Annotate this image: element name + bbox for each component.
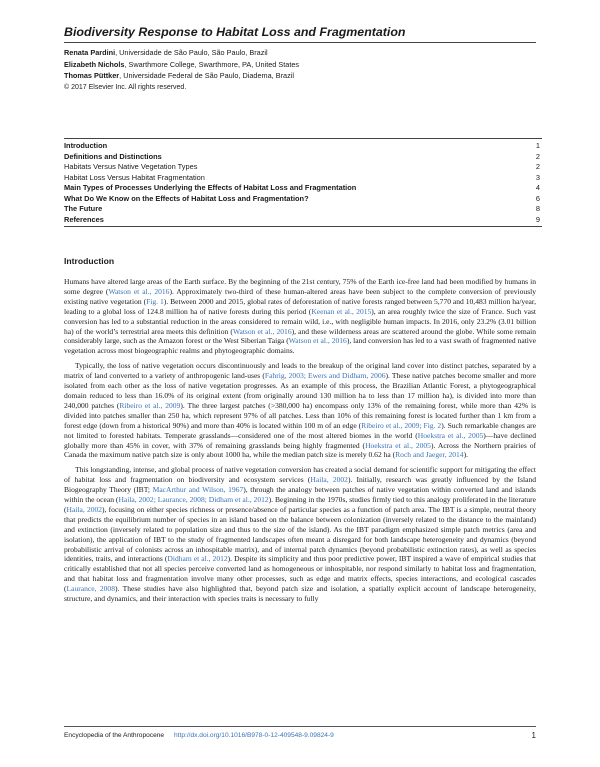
citation-link[interactable]: Watson et al., 2016 [108,286,170,296]
toc-item-label[interactable]: Main Types of Processes Underlying the Effects of Habitat Loss and Fragmentation [64,183,357,192]
author-list [64,47,299,82]
paragraph-text: ). These native patches become smaller and more isolated from each other as the loss of native vegetation progresses. As an example of this process, the Brazilian Atlantic Forest, a phytogeographical domain reduced to less than 16.0% of its original extent (from originally around 130 million ha to less than 17 million ha), is divided into more than 240,000 patches ( [64,371,536,410]
article-body [64,277,536,609]
paragraph-text: ). The three largest patches (>380,000 ha) encompass only 13% of the remaining forest, while more than 42% is divided into patches smaller than 250 ha, which represent 97% of all patches. Less than 10% of this remaining forest is located further than 1 km from a forest edge (down from a historical 90%) and more than 40% is located within 100 m of an edge ( [64,400,537,430]
footer-divider [64,726,536,727]
toc-bottom-divider [64,226,542,227]
toc-item-label[interactable]: The Future [64,204,103,213]
citation-link[interactable]: Keenan et al., 2015 [311,306,372,316]
author-line [64,59,299,71]
toc-top-divider [64,138,542,139]
author-line [64,70,299,82]
toc-item-page: 9 [535,214,540,224]
paragraph-text: Typically, the loss of native vegetation occurs discontinuously and leads to the breakup of the original land cover into distinct patches, separated by a matrix of land converted to a variety of anthropogenic land-uses ( [64,361,536,381]
citation-link[interactable]: Hoekstra et al., 2005 [417,430,484,440]
citation-link[interactable]: Fahrig, 2003; Ewers and Didham, 2006 [264,371,386,381]
paragraph-text: ). Beginning in the 1970s, studies firmly tied to this analogy proliferated in the literature ( [64,495,536,514]
citation-link[interactable]: Didham et al., 2012 [167,554,228,564]
author-name: Thomas Püttker [64,71,120,81]
paragraph-text: ), through the analogy between patches of native vegetation within converted land and islands within the ocean ( [64,485,536,505]
toc-item-label[interactable]: What Do We Know on the Effects of Habitat Loss and Fragmentation? [64,193,309,203]
paragraph-text: ). Between 2000 and 2015, global rates of deforestation of native forests ranged between 5,770 and 10,483 million ha/year, leading to a global loss of 124.8 million ha of native forests during this period ( [64,296,536,316]
body-paragraph [64,361,536,460]
paragraph-text: ). Across the Northern prairies of Canada the maximum native patch size is only about 1000 ha, while the median patch size is merely 0.62 ha ( [64,440,537,460]
author-name: Renata Pardini [64,48,116,57]
toc-item[interactable] [64,173,542,184]
citation-link[interactable]: Watson et al., 2016 [288,336,347,346]
paragraph-text: This longstanding, intense, and global process of native vegetation conversion has created a social demand for scientific support for mitigating the effect of habitat loss and fragmentation on biodiversity and ecosystem services ( [64,465,536,485]
paragraph-text: ). [463,450,468,460]
paragraph-text: ), and these wilderness areas are scattered around the globe. While some remain considerably large, such as the Amazon forest or the West Siberian Taiga ( [64,326,536,346]
doi-link[interactable]: http://dx.doi.org/10.1016/B978-0-12-409548-9.09824-9 [174,732,334,739]
toc-item[interactable] [64,162,542,173]
body-paragraph [64,465,536,604]
paragraph-text: ). Approximately two-third of these human-altered areas have been subject to the complete conversion of previously existing native vegetation ( [64,286,536,306]
toc-item-page: 2 [535,162,540,171]
citation-link[interactable]: Hoekstra et al., 2005 [365,440,431,450]
toc-item-page: 6 [535,193,540,203]
citation-link[interactable]: Haila, 2002 [66,504,103,514]
paragraph-text: ), an area roughly twice the size of France. Such vast conversion has led to a substantial reduction in the areas considered to remain wild, i.e., with negligible human impacts. In 2016, only 23.2% (3.01 billion ha) of the world’s terrestrial area meets this definition ( [64,306,536,336]
publication-name: Encyclopedia of the Anthropocene [64,732,165,739]
page-number: 1 [531,731,536,740]
toc-item[interactable] [64,204,542,215]
citation-link[interactable]: Haila, 2002; Laurance, 2008; Didham et al., 2012 [118,495,269,505]
toc-item-page: 4 [535,183,540,192]
section-heading: Introduction [64,256,115,266]
paragraph-text: ). Initially, research was greatly influenced by the Island Biogeography Theory (IBT; [64,475,537,495]
toc-item-page: 1 [535,141,540,150]
toc-item[interactable] [64,183,542,194]
toc-item[interactable] [64,141,542,152]
paragraph-text: ), land conversion has led to a vast swath of fragmented native vegetation across most biogeographic realms and phytogeographic domains. [64,336,536,356]
toc-item-label[interactable]: Definitions and Distinctions [64,151,162,161]
paragraph-text: ), focusing on either species richness or presence/absence of particular species as a function of patch area. The IBT is a simple, neutral theory that predicts the equilibrium number of species in an island based on the balance between colonization (inversely related to the distance to the mainland) and extinction (inversely related to population size and thus to the size of the island). As the IBT paradigm emphasized simple patch metrics (area and isolation), the application of IBT to the study of fragmented landscapes often meant a disregard for both landscape heterogeneity and dynamics (beyond probabilistic arrival of colonists across an inhospitable matrix), and of internal patch dynamics (beyond probabilistic extinction rates), as well as species identities, traits, and interactions ( [64,504,537,564]
paragraph-text: )—have declined globally more than 45% in cover, with 37% of remaining grasslands being highly fragmented ( [64,430,536,450]
paragraph-text: ). Despite its simplicity and thus poor predictive power, IBT inspired a wave of empirical studies that critically established that not all species perceive converted land as homogeneous or inhospitable, nor respond similarly to habitat loss and fragmentation, and that habitat loss and fragmentation involve many other processes, such as edge and matrix effects, species interactions, and ecological cascades ( [64,554,536,594]
article-title: Biodiversity Response to Habitat Loss and Fragmentation [64,25,406,39]
paragraph-text: ). These studies have also highlighted that, beyond patch size and isolation, a spatially explicit account of landscape heterogeneity, structure, and dynamics, and their interaction with species traits is necessary to fully [64,584,536,604]
body-paragraph [64,277,536,356]
citation-link[interactable]: MacArthur and Wilson, 1967 [152,485,244,495]
toc-item[interactable] [64,152,542,163]
author-line [64,47,299,59]
citation-link[interactable]: Laurance, 2008 [66,584,115,594]
citation-link[interactable]: Haila, 2002 [310,475,348,485]
citation-link[interactable]: Ribeiro et al., 2009; Fig. 2 [361,420,442,430]
toc-item-page: 2 [535,151,540,161]
table-of-contents [64,138,542,227]
paragraph-text: ). Such remarkable changes are not limited to forested habitats. Temperate grasslands—considered one of the most altered biomes in the world ( [64,420,537,440]
toc-item[interactable] [64,194,542,205]
toc-item-page: 3 [535,172,540,182]
author-affiliation: , Universidade de São Paulo, São Paulo, Brazil [115,48,268,57]
copyright-notice: © 2017 Elsevier Inc. All rights reserved. [64,84,187,91]
toc-item-label[interactable]: Habitat Loss Versus Habitat Fragmentation [64,172,205,182]
title-divider [64,42,536,43]
toc-item[interactable] [64,215,542,226]
paragraph-text: Humans have altered large areas of the Earth surface. By the beginning of the 21st century, 75% of the Earth ice-free land had been modified by humans in some degree ( [64,277,536,296]
author-name: Elizabeth Nichols [64,59,125,69]
toc-item-label[interactable]: Habitats Versus Native Vegetation Types [64,162,198,171]
author-affiliation: , Swarthmore College, Swarthmore, PA, United States [124,59,300,69]
citation-link[interactable]: Watson et al., 2016 [232,326,292,336]
toc-item-label[interactable]: Introduction [64,141,108,150]
citation-link[interactable]: Fig. 1 [146,296,164,306]
citation-link[interactable]: Ribeiro et al., 2009 [119,400,181,410]
citation-link[interactable]: Roch and Jaeger, 2014 [395,450,464,460]
author-affiliation: , Universidade Federal de São Paulo, Diadema, Brazil [119,71,294,81]
toc-item-page: 8 [535,204,540,213]
toc-item-label[interactable]: References [64,214,104,224]
